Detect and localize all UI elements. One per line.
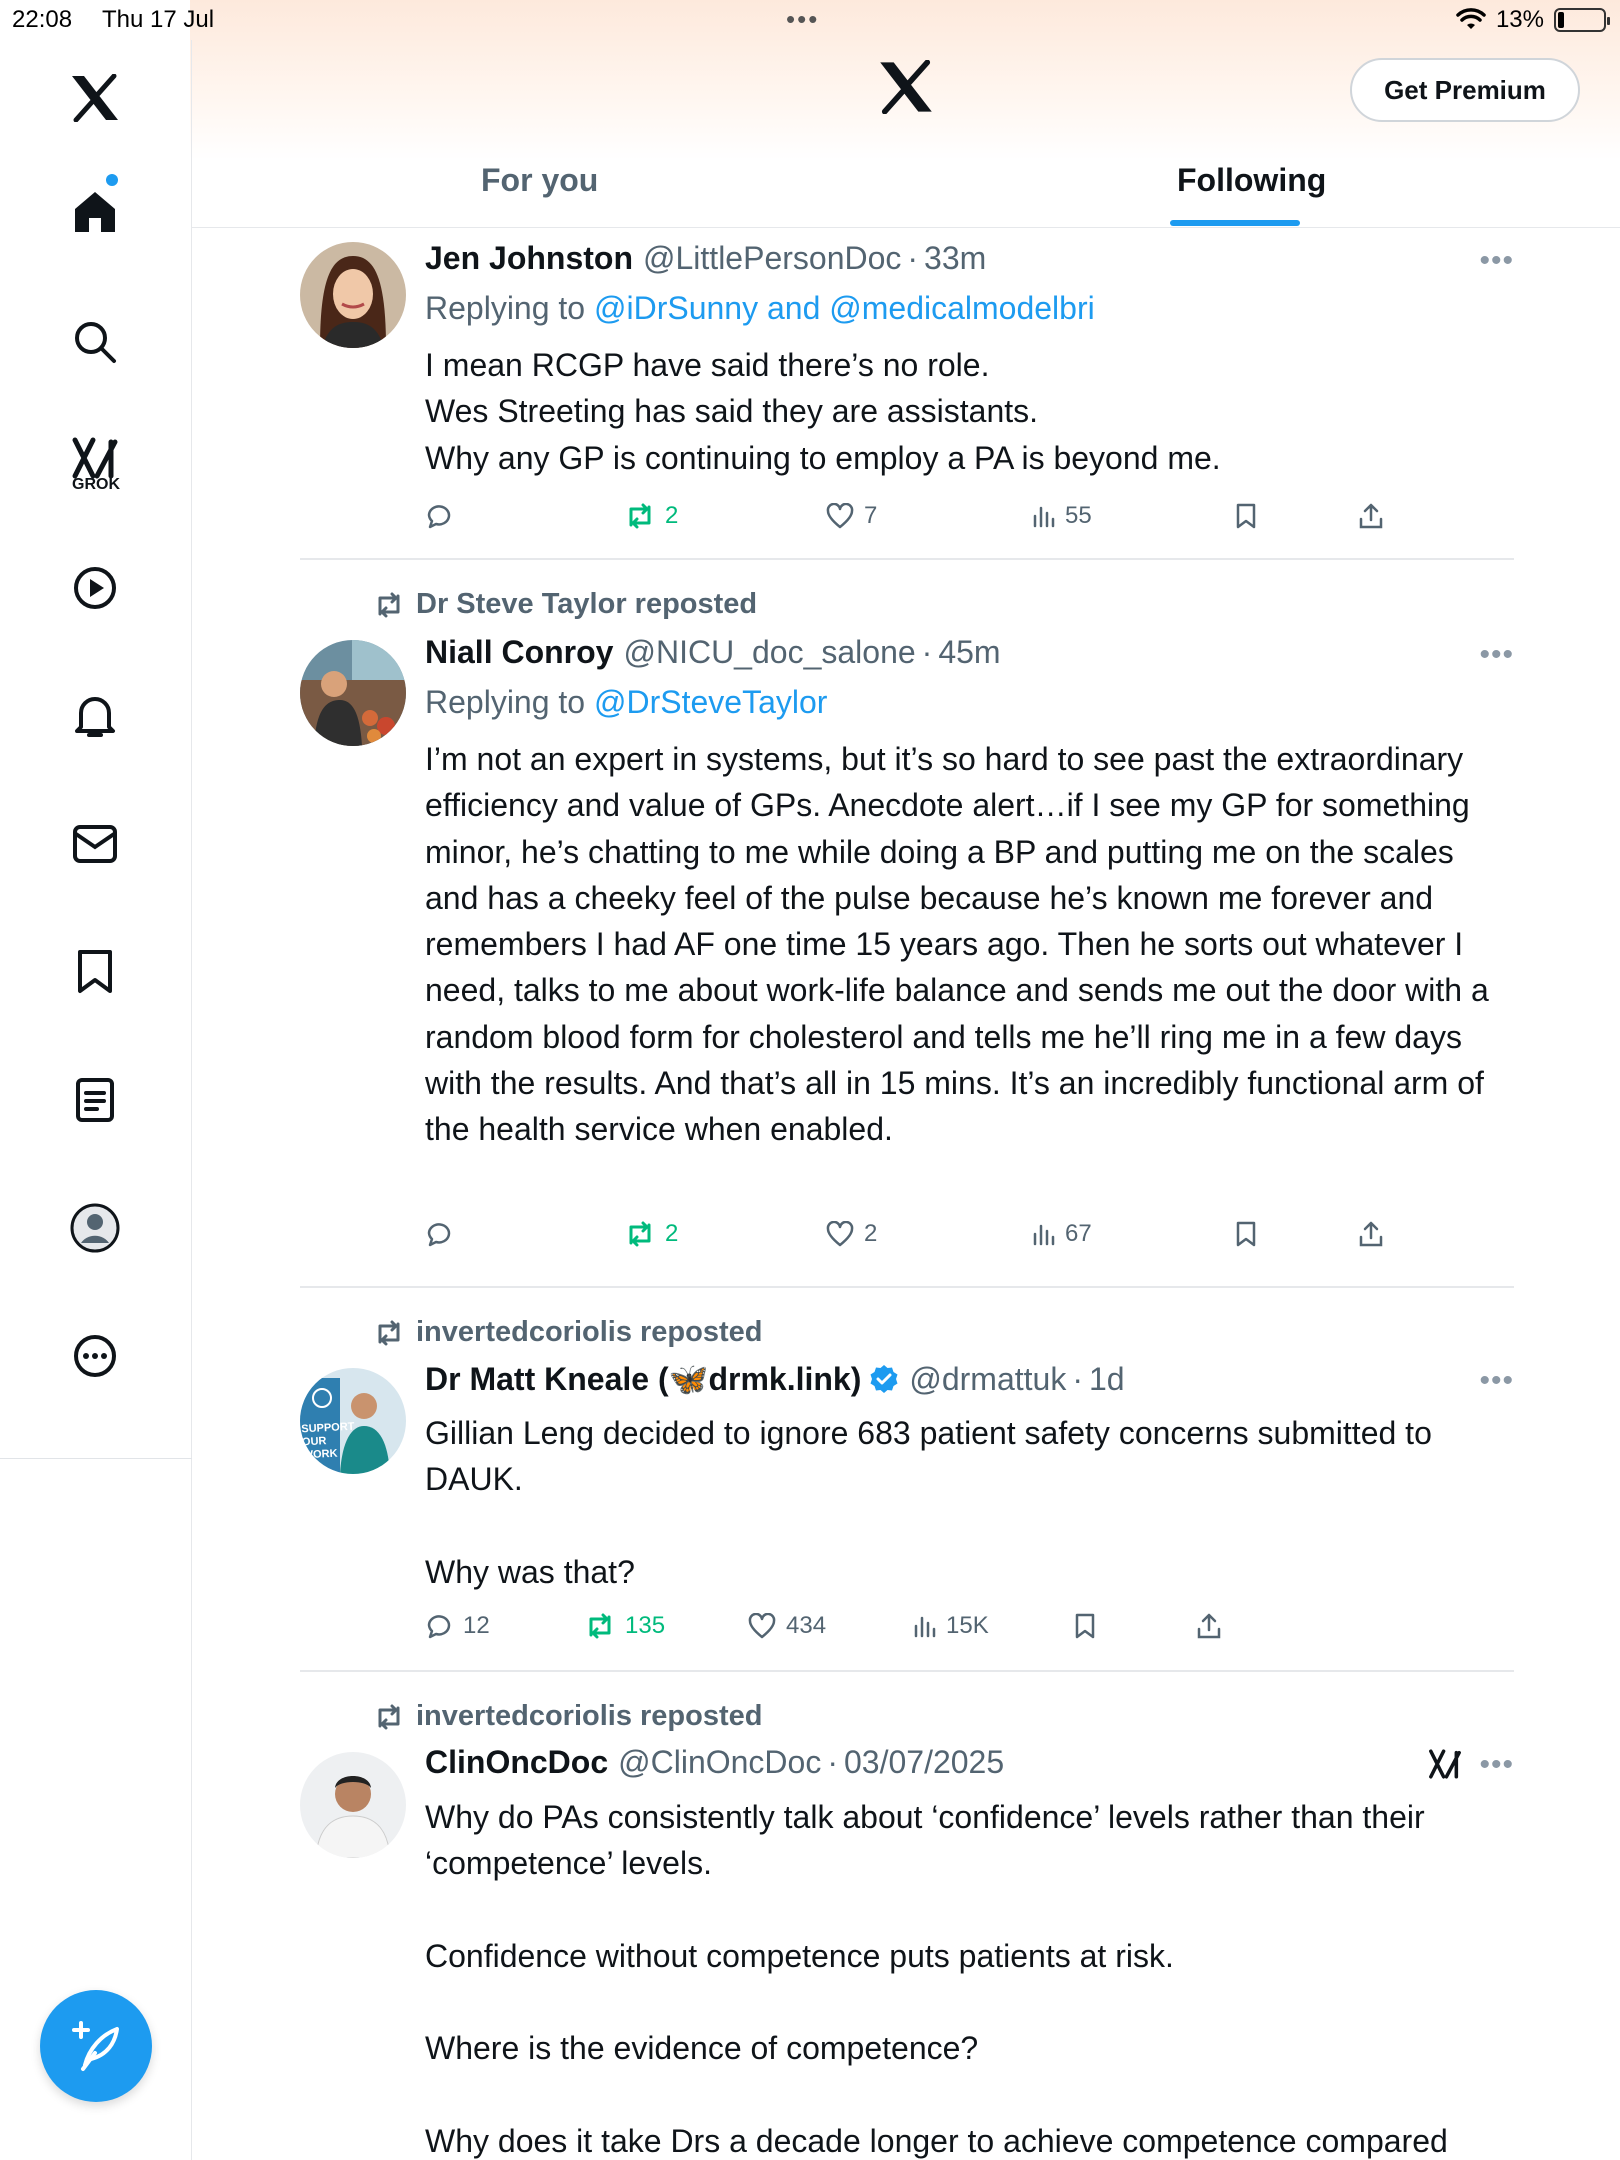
views-button[interactable] bbox=[1031, 1220, 1092, 1248]
likes-count: 434 bbox=[786, 1612, 827, 1639]
repost-button[interactable] bbox=[625, 502, 678, 530]
replying-to bbox=[425, 684, 827, 721]
share-button[interactable] bbox=[1358, 502, 1384, 530]
video-icon[interactable] bbox=[65, 558, 125, 618]
bookmark-button[interactable] bbox=[1074, 1612, 1096, 1640]
views-chart-icon bbox=[1031, 504, 1055, 528]
repost-indicator bbox=[374, 1316, 763, 1349]
post-more-icon[interactable]: ••• bbox=[1479, 1364, 1514, 1397]
post-header bbox=[425, 634, 1001, 671]
home-notification-dot bbox=[106, 174, 118, 186]
post[interactable] bbox=[300, 240, 1514, 560]
like-button[interactable] bbox=[826, 502, 877, 530]
like-button[interactable] bbox=[826, 1220, 877, 1248]
reply-icon bbox=[425, 1612, 453, 1640]
compose-post-button[interactable] bbox=[40, 1990, 152, 2102]
share-button[interactable] bbox=[1196, 1612, 1222, 1640]
get-premium-button[interactable]: Get Premium bbox=[1350, 58, 1580, 122]
author-name[interactable]: ClinOncDoc bbox=[425, 1744, 609, 1780]
post-divider bbox=[300, 1670, 1514, 1672]
views-chart-icon bbox=[1031, 1222, 1055, 1246]
status-time: 22:08 bbox=[12, 6, 73, 33]
reposted-by[interactable]: invertedcoriolis reposted bbox=[416, 1316, 763, 1348]
lists-icon[interactable] bbox=[65, 1070, 125, 1130]
repost-indicator bbox=[374, 588, 757, 621]
avatar[interactable] bbox=[300, 1368, 406, 1474]
author-name[interactable]: Jen Johnston bbox=[425, 240, 634, 276]
heart-icon bbox=[826, 1221, 854, 1247]
reply-mentions[interactable]: @DrSteveTaylor bbox=[593, 684, 828, 720]
author-handle[interactable]: @NICU_doc_salone bbox=[623, 634, 916, 670]
battery-percent: 13% bbox=[1495, 6, 1544, 33]
post-text: Gillian Leng decided to ignore 683 patient safety concerns submitted to DAUK. Why was that? bbox=[425, 1415, 1432, 1590]
grok-explain-icon[interactable] bbox=[1428, 1748, 1462, 1785]
tab-for-you[interactable]: For you bbox=[481, 162, 599, 198]
reposted-by[interactable]: Dr Steve Taylor reposted bbox=[416, 588, 758, 620]
replies-count: 12 bbox=[463, 1612, 490, 1639]
notifications-icon[interactable] bbox=[65, 686, 125, 746]
post[interactable] bbox=[300, 1696, 1514, 2160]
reposts-count: 2 bbox=[665, 1220, 679, 1247]
timeline-tabs bbox=[192, 140, 1620, 228]
post[interactable] bbox=[300, 584, 1514, 1264]
heart-icon bbox=[826, 503, 854, 529]
butterfly-emoji: 🦋 bbox=[668, 1361, 709, 1397]
heart-icon bbox=[748, 1613, 776, 1639]
compose-feather-icon bbox=[69, 2019, 123, 2073]
post-time[interactable]: 1d bbox=[1088, 1360, 1125, 1397]
views-button[interactable] bbox=[1031, 502, 1092, 530]
repost-icon bbox=[585, 1613, 615, 1639]
share-icon bbox=[1358, 502, 1384, 530]
repost-icon bbox=[625, 503, 655, 529]
views-count: 55 bbox=[1065, 502, 1092, 529]
avatar[interactable] bbox=[300, 640, 406, 746]
x-header-logo-icon[interactable] bbox=[878, 60, 938, 120]
author-name-suffix[interactable]: drmk.link) bbox=[708, 1360, 862, 1397]
active-tab-indicator bbox=[1170, 220, 1300, 226]
share-icon bbox=[1196, 1612, 1222, 1640]
reposts-count: 2 bbox=[665, 502, 679, 529]
avatar[interactable] bbox=[300, 1752, 406, 1858]
sidebar bbox=[0, 40, 192, 2160]
status-bar bbox=[0, 0, 1620, 40]
reply-mentions[interactable]: @iDrSunny and @medicalmodelbri bbox=[593, 290, 1095, 326]
separator-dot: · bbox=[1072, 1360, 1083, 1397]
avatar-sign-text: SUPPORT OUR WORK bbox=[301, 1420, 355, 1462]
repost-icon bbox=[374, 1320, 404, 1346]
replying-to-label: Replying to bbox=[425, 684, 586, 720]
bookmark-icon bbox=[1235, 1220, 1257, 1248]
search-icon[interactable] bbox=[65, 312, 125, 372]
bookmark-icon bbox=[1235, 502, 1257, 530]
bookmarks-icon[interactable] bbox=[65, 942, 125, 1002]
post-text: Why do PAs consistently talk about ‘confidence’ levels rather than their ‘competence’ levels. Confidence without competence puts patients at risk. Where is the evidence of competence? Why does it take Drs a decade longer to achieve competence compared bbox=[425, 1799, 1448, 2160]
post-time[interactable]: 03/07/2025 bbox=[843, 1744, 1005, 1780]
post-header bbox=[425, 1744, 1004, 1781]
post-time[interactable]: 45m bbox=[938, 634, 1001, 670]
post-divider bbox=[300, 1286, 1514, 1288]
replying-to bbox=[425, 290, 1095, 327]
separator-dot: · bbox=[907, 240, 919, 276]
reposted-by[interactable]: invertedcoriolis reposted bbox=[416, 1700, 763, 1732]
separator-dot: · bbox=[921, 634, 933, 670]
verified-badge-icon bbox=[869, 1364, 899, 1394]
repost-icon bbox=[374, 1704, 404, 1730]
repost-button[interactable] bbox=[585, 1612, 665, 1640]
tab-following[interactable]: Following bbox=[1177, 162, 1327, 198]
reply-button[interactable] bbox=[425, 502, 453, 530]
profile-icon[interactable] bbox=[65, 1198, 125, 1258]
more-icon[interactable] bbox=[65, 1326, 125, 1386]
post-more-icon[interactable]: ••• bbox=[1479, 1748, 1514, 1781]
reply-icon bbox=[425, 502, 453, 530]
author-handle[interactable]: @LittlePersonDoc bbox=[643, 240, 902, 276]
likes-count: 2 bbox=[864, 1220, 878, 1247]
author-name[interactable]: Niall Conroy bbox=[425, 634, 614, 670]
post-text: I’m not an expert in systems, but it’s so hard to see past the extraordinary efficiency and value of GPs. Anecdote alert…if I see my GP for something minor, he’s chatting to me while doing a BP and putting me on the scales and has a cheeky feel of the pulse because he’s known me forever and remembers I had AF one time 15 years ago. Then he sorts out whatever I need, talks to me about work-life balance and sends me out the door with a random blood form for cholesterol and tells me he’ll ring me in a few days with the results. And that’s all in 15 mins. It’s an incredibly functional arm of the health service when enabled. bbox=[425, 741, 1498, 1148]
status-date: Thu 17 Jul bbox=[102, 6, 215, 33]
views-count: 67 bbox=[1065, 1220, 1092, 1247]
repost-icon bbox=[625, 1221, 655, 1247]
share-button[interactable] bbox=[1358, 1220, 1384, 1248]
battery-icon bbox=[1554, 8, 1606, 32]
multitasking-dots[interactable]: ••• bbox=[786, 4, 820, 34]
post-time[interactable]: 33m bbox=[924, 240, 987, 276]
repost-button[interactable] bbox=[625, 1220, 678, 1248]
views-count: 15K bbox=[946, 1612, 989, 1639]
avatar[interactable] bbox=[300, 242, 406, 348]
x-logo-icon[interactable] bbox=[65, 68, 125, 128]
reply-button[interactable] bbox=[425, 1612, 490, 1640]
reposts-count: 135 bbox=[625, 1612, 666, 1639]
bookmark-icon bbox=[1074, 1612, 1096, 1640]
post[interactable] bbox=[300, 1312, 1514, 1652]
repost-icon bbox=[374, 592, 404, 618]
share-icon bbox=[1358, 1220, 1384, 1248]
author-name[interactable]: Dr Matt Kneale ( bbox=[425, 1360, 669, 1397]
author-handle[interactable]: @ClinOncDoc bbox=[618, 1744, 822, 1780]
separator-dot: · bbox=[827, 1744, 838, 1780]
views-chart-icon bbox=[912, 1614, 936, 1638]
author-handle[interactable]: @drmattuk bbox=[909, 1360, 1067, 1397]
likes-count: 7 bbox=[864, 502, 878, 529]
bookmark-button[interactable] bbox=[1235, 1220, 1257, 1248]
post-more-icon[interactable]: ••• bbox=[1479, 244, 1514, 277]
repost-indicator bbox=[374, 1700, 763, 1733]
post-header bbox=[425, 240, 986, 277]
home-icon[interactable] bbox=[65, 182, 125, 242]
reply-button[interactable] bbox=[425, 1220, 453, 1248]
post-more-icon[interactable]: ••• bbox=[1479, 638, 1514, 671]
post-text: I mean RCGP have said there’s no role. Wes Streeting has said they are assistants. Why any GP is continuing to employ a PA is beyond me. bbox=[425, 347, 1221, 476]
replying-to-label: Replying to bbox=[425, 290, 586, 326]
wifi-icon bbox=[1456, 8, 1486, 32]
post-header bbox=[425, 1360, 1125, 1398]
status-indicators bbox=[1456, 6, 1606, 34]
battery-level bbox=[1558, 12, 1564, 28]
messages-icon[interactable] bbox=[65, 814, 125, 874]
sidebar-divider bbox=[0, 1458, 192, 1459]
like-button[interactable] bbox=[748, 1612, 826, 1640]
bookmark-button[interactable] bbox=[1235, 502, 1257, 530]
grok-label: GROK bbox=[72, 476, 120, 493]
views-button[interactable] bbox=[912, 1612, 989, 1640]
post-divider bbox=[300, 558, 1514, 560]
reply-icon bbox=[425, 1220, 453, 1248]
